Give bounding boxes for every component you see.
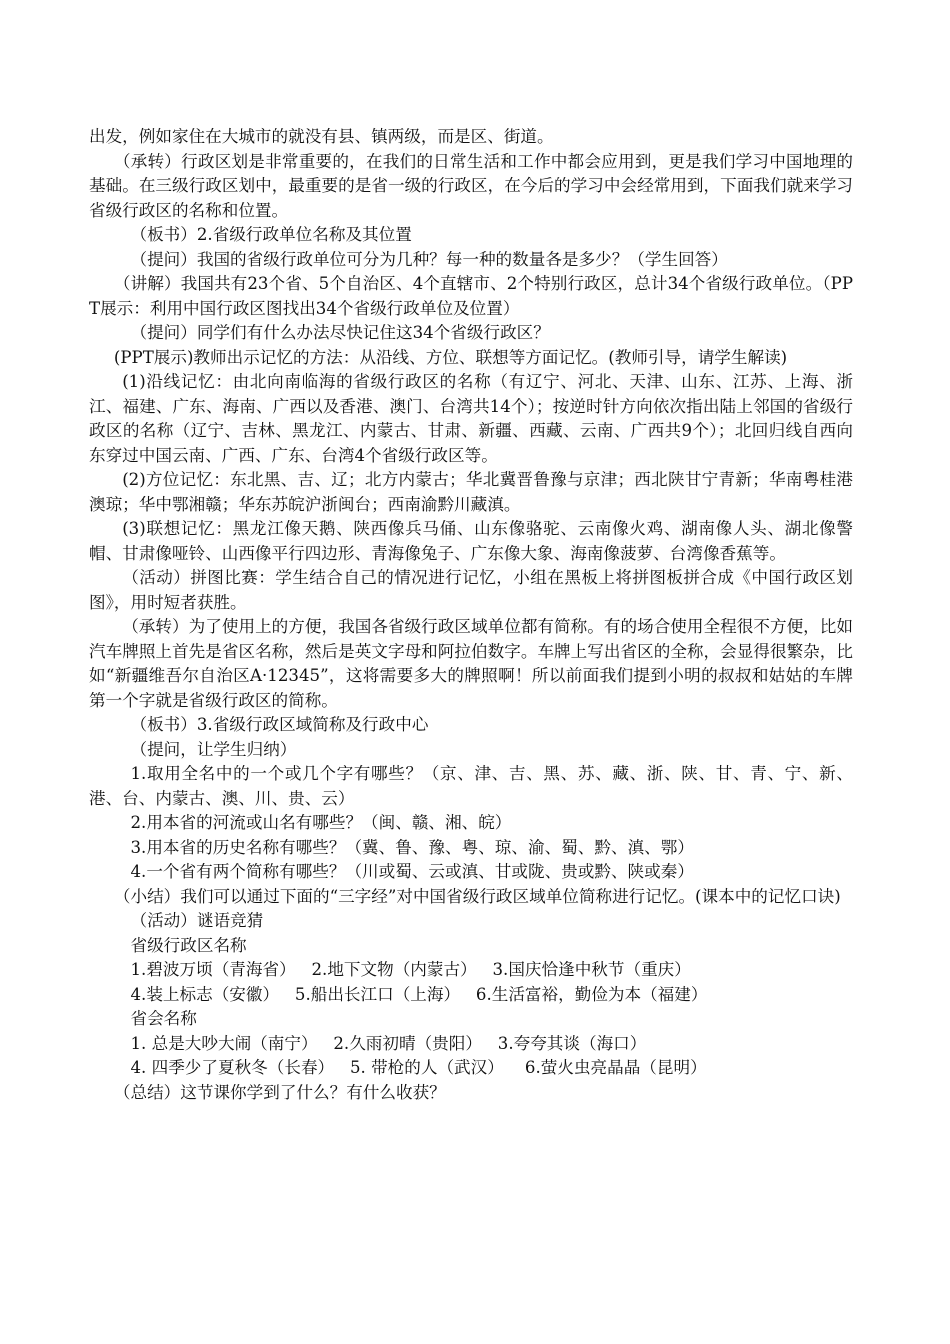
list-item-abbrev-1: 1.取用全名中的一个或几个字有哪些？（京、津、吉、黑、苏、藏、浙、陕、甘、青、宁、新、港、台、内蒙古、澳、川、贵、云） <box>89 764 853 808</box>
paragraph-board-2: （板书）2.省级行政单位名称及其位置 <box>130 225 412 244</box>
paragraph-explanation: （讲解）我国共有23个省、5个自治区、4个直辖市、2个特别行政区，总计34个省级行政单位。（PPT展示：利用中国行政区图找出34个省级行政单位及位置） <box>89 274 853 318</box>
paragraph-memory-direction: (2)方位记忆：东北黑、吉、辽；北方内蒙古；华北冀晋鲁豫与京津；西北陕甘宁青新；华南粤桂港澳琼；华中鄂湘赣；华东苏皖沪浙闽台；西南渝黔川藏滇。 <box>89 470 853 514</box>
document-page <box>89 125 853 1105</box>
paragraph-transition-1: （承转）行政区划是非常重要的，在我们的日常生活和工作中都会应用到，更是我们学习中国地理的基础。在三级行政区划中，最重要的是省一级的行政区，在今后的学习中会经常用到，下面我们就来学习省级行政区的名称和位置。 <box>89 151 853 220</box>
riddle-row-3: 1. 总是大吵大闹（南宁） 2.久雨初晴（贵阳） 3.夸夸其谈（海口） <box>130 1033 647 1053</box>
paragraph-question-1: （提问）我国的省级行政单位可分为几种？每一种的数量各是多少？（学生回答） <box>130 249 728 269</box>
paragraph-memory-association: (3)联想记忆：黑龙江像天鹅、陕西像兵马俑、山东像骆驼、云南像火鸡、湖南像人头、湖北像警帽、甘肃像哑铃、山西像平行四边形、青海像兔子、广东像大象、海南像菠萝、台湾像香蕉等。 <box>89 519 853 563</box>
paragraph-intro-continuation: 出发，例如家住在大城市的就没有县、镇两级，而是区、街道。 <box>89 127 554 146</box>
paragraph-activity-puzzle: （活动）拼图比赛：学生结合自己的情况进行记忆，小组在黑板上将拼图板拼合成《中国行政区划图》，用时短者获胜。 <box>89 568 853 612</box>
paragraph-memory-coastal: (1)沿线记忆：由北向南临海的省级行政区的名称（有辽宁、河北、天津、山东、江苏、上海、浙江、福建、广东、海南、广西以及香港、澳门、台湾共14个）；按逆时针方向依次指出陆上邻国的省级行政区的名称（辽宁、吉林、黑龙江、内蒙古、甘肃、新疆、西藏、云南、广西共9个）；北回归线自西向东穿过中国云南、广西、广东、台湾4个省级行政区等。 <box>89 372 853 465</box>
paragraph-activity-riddle: （活动）谜语竞猜 <box>130 911 264 930</box>
riddle-row-2: 4.装上标志（安徽） 5.船出长江口（上海） 6.生活富裕，勤俭为本（福建） <box>130 984 708 1004</box>
paragraph-ppt-method: (PPT展示)教师出示记忆的方法：从沿线、方位、联想等方面记忆。(教师引导，请学生解读) <box>113 347 788 367</box>
list-item-abbrev-4: 4.一个省有两个简称有哪些？（川或蜀、云或滇、甘或陇、贵或黔、陕或秦） <box>130 862 694 881</box>
paragraph-summary: （小结）我们可以通过下面的“三字经”对中国省级行政区域单位简称进行记忆。(课本中的记忆口诀) <box>113 886 841 906</box>
riddle-heading-capital: 省会名称 <box>130 1009 197 1028</box>
paragraph-question-2: （提问）同学们有什么办法尽快记住这34个省级行政区？ <box>130 323 550 342</box>
riddle-row-1: 1.碧波万顷（青海省） 2.地下文物（内蒙古） 3.国庆恰逢中秋节（重庆） <box>130 960 691 979</box>
list-item-abbrev-3: 3.用本省的历史名称有哪些？（冀、鲁、豫、粤、琼、渝、蜀、黔、滇、鄂） <box>130 837 694 857</box>
paragraph-board-3: （板书）3.省级行政区域简称及行政中心 <box>130 715 429 734</box>
riddle-row-4: 4. 四季少了夏秋冬（长春） 5. 带枪的人（武汉） 6.萤火虫亮晶晶（昆明） <box>130 1058 707 1077</box>
list-item-abbrev-2: 2.用本省的河流或山名有哪些？（闽、赣、湘、皖） <box>130 813 512 832</box>
paragraph-transition-2: （承转）为了使用上的方便，我国各省级行政区域单位都有简称。有的场合使用全程很不方便，比如汽车牌照上首先是省区名称，然后是英文字母和阿拉伯数字。车牌上写出省区的全称，会显得很繁杂，比如“新疆维吾尔自治区A·12345”，这将需要多大的牌照啊！所以前面我们提到小明的叔叔和姑姑的车牌第一个字就是省级行政区的简称。 <box>89 617 853 710</box>
riddle-heading-province: 省级行政区名称 <box>130 935 247 955</box>
paragraph-question-summarize: （提问，让学生归纳） <box>130 739 297 759</box>
paragraph-conclusion: （总结）这节课你学到了什么？有什么收获？ <box>113 1082 446 1102</box>
